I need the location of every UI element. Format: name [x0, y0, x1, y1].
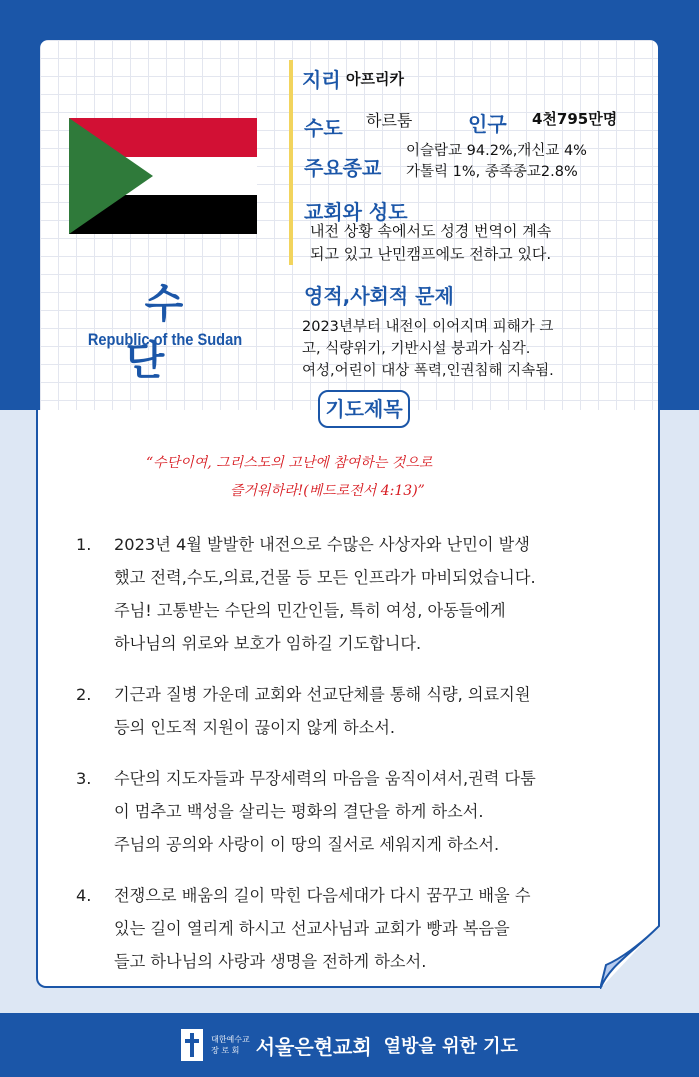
yellow-divider	[289, 60, 293, 265]
denomination: 대한예수교 장 로 회	[211, 1035, 250, 1055]
sudan-flag	[69, 118, 257, 234]
geography-value: 아프리카	[346, 70, 404, 88]
prayer-item: 3. 수단의 지도자들과 무장세력의 마음을 움직이셔서,권력 다툼 이 멈추고 백성을 살리는 평화의 결단을 하게 하소서. 주님의 공의와 사랑이 이 땅의 질서로 세워지게 하소서.	[76, 769, 536, 854]
cross-icon	[181, 1029, 203, 1061]
issues-description: 2023년부터 내전이 이어지며 피해가 크 고, 식량위기, 기반시설 붕괴가 심각. 여성,어린이 대상 폭력,인권침해 지속됨.	[302, 319, 554, 379]
page-curl-decoration	[600, 925, 660, 989]
religion-label: 주요종교	[304, 156, 382, 180]
religion-value: 이슬람교 94.2%,개신교 4% 가톨릭 1%, 종족종교2.8%	[406, 143, 587, 180]
country-info-card	[40, 40, 658, 415]
capital-value: 하르툼	[366, 111, 413, 130]
church-logo	[181, 1029, 518, 1061]
bible-quote-line2: 즐거워하라!(베드로전서 4:13)”	[230, 483, 425, 499]
issues-label: 영적,사회적 문제	[304, 284, 454, 308]
geography-label: 지리	[302, 68, 341, 92]
prayer-item: 1. 2023년 4월 발발한 내전으로 수많은 사상자와 난민이 발생 했고 전력,수도,의료,건물 등 모든 인프라가 마비되었습니다. 주님! 고통받는 수단의 민간인들, 특히 여성, 아동들에게 하나님의 위로와 보호가 임하길 기도합니다.	[76, 535, 536, 653]
country-name-english: Republic of the Sudan	[87, 330, 243, 349]
prayer-item: 4. 전쟁으로 배움의 길이 막힌 다음세대가 다시 꿈꾸고 배울 수 있는 길이 열리게 하시고 선교사님과 교회가 빵과 복음을 들고 하나님의 사랑과 생명을 전하게 하소서.	[76, 886, 531, 971]
church-description: 내전 상황 속에서도 성경 번역이 계속 되고 있고 난민캠프에도 전하고 있다.	[310, 222, 552, 263]
population-label: 인구	[468, 112, 507, 136]
footer-subtitle: 열방을 위한 기도	[383, 1036, 518, 1057]
capital-label: 수도	[304, 116, 343, 140]
prayer-item: 2. 기근과 질병 가운데 교회와 선교단체를 통해 식량, 의료지원 등의 인도적 지원이 끊이지 않게 하소서.	[76, 685, 531, 737]
footer	[0, 1013, 699, 1077]
bible-quote-line1: “수단이여, 그리스도의 고난에 참여하는 것으로	[146, 455, 433, 471]
population-value: 4천795만명	[532, 110, 618, 128]
church-name: 서울은현교회	[255, 1034, 372, 1059]
country-name-korean: 수단	[125, 281, 222, 384]
prayer-list	[72, 528, 652, 996]
prayer-title: 기도제목	[318, 390, 410, 428]
church-label: 교회와 성도	[304, 200, 408, 224]
